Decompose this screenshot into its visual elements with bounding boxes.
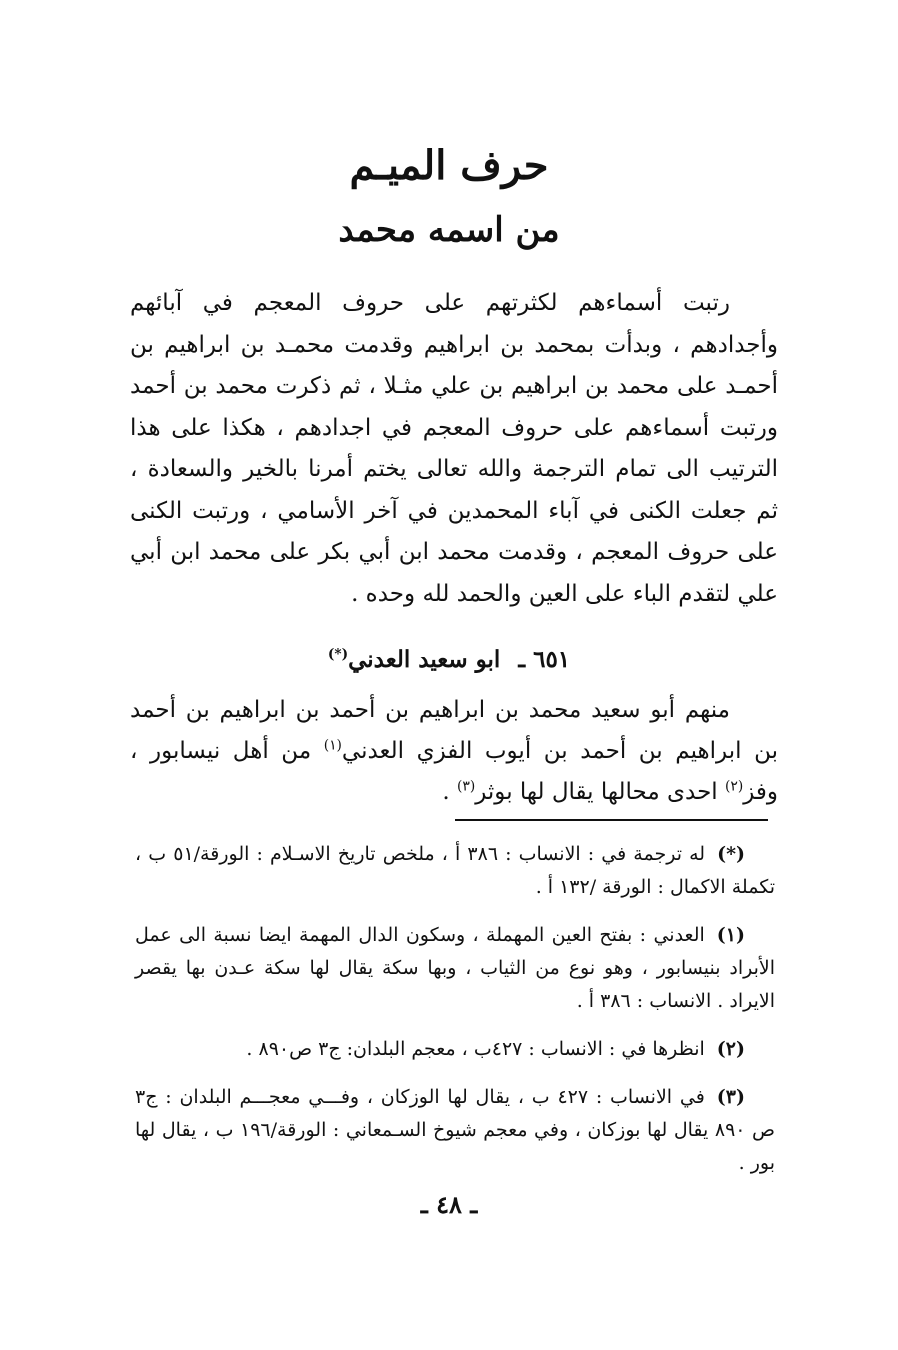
footnote-mark: (٢) (716, 1038, 745, 1060)
section-heading: من اسمه محمد (338, 210, 560, 250)
page-number: ـ ٤٨ ـ (420, 1190, 478, 1219)
footnote-mark: (٣) (716, 1086, 745, 1108)
chapter-heading: حرف الميـم (349, 142, 549, 189)
intro-paragraph: رتبت أسماءهم لكثرتهم على حروف المعجم في آبائهم وأجدادهم ، وبدأت بمحمد بن ابراهيم وقدمت محمـد بن ابراهيم بن أحمـد على محمد بن ابراهيم بن علي مثـلا ، ثم ذكرت محمد بن أحمد ورتبت أسماءهم على حروف المعجم في اجدادهم ، هكذا على هذا الترتيب الى تمام الترجمة والله تعالى يختم أمرنا بالخير والسعادة ، ثم جعلت الكنى في آباء المحمدين في آخر الأسامي ، ورتبت الكنى على حروف المعجم ، وقدمت محمد ابن أبي بكر على محمد ابن أبي علي لتقدم الباء على العين والحمد لله وحده . (130, 290, 778, 607)
entry-name-footnote-mark: (*) (327, 646, 349, 663)
footnote-text: له ترجمة في : الانساب : ٣٨٦ أ ، ملخص تاريخ الاسـلام : الورقة/٥١ ب ، تكملة الاكمال : الورقة /١٣٢ أ . (135, 843, 775, 898)
entry-body-part2: من أهل نيسابور ، وفز (130, 738, 778, 805)
entry-name: ابو سعيد العدني (348, 646, 501, 673)
footnote-text: العدني : بفتح العين المهملة ، وسكون الدال المهمة ايضا نسبة الى عمل الأبراد بنيسابور ، وهو نوع من الثياب ، وبها سكة يقال لها سكة عـدن بها يقصر الايراد . الانساب : ٣٨٦ أ . (135, 924, 775, 1012)
footnote-mark: (١) (716, 924, 745, 946)
footnote-ref-1: (١) (323, 737, 342, 754)
entry-number: ٦٥١ ـ (518, 646, 571, 673)
footnote-text: انظرها في : الانساب : ٤٢٧ب ، معجم البلدان: ج٣ ص٨٩٠ . (246, 1038, 705, 1060)
entry-heading (0, 646, 898, 673)
entry-body-part3: احدى محالها يقال لها بوثر (475, 779, 725, 805)
entry-body-end: . (442, 779, 458, 805)
entry-body-part1: منهم أبو سعيد محمد بن ابراهيم بن أحمد بن ابراهيم بن أحمد بن ابراهيم بن أحمد بن أيوب الفزي العدني (130, 697, 778, 764)
footnote (135, 838, 775, 904)
footnotes (135, 838, 775, 1195)
footnote-mark: (*) (717, 843, 745, 865)
footnote-ref-3: (٣) (457, 778, 476, 795)
footnote (135, 1033, 775, 1066)
footnote-text: في الانساب : ٤٢٧ ب ، يقال لها الوزكان ، وفـــي معجـــم البلدان : ج٣ ص ٨٩٠ يقال لها بوزكان ، وفي معجم شيوخ السـمعاني : الورقة/١٩٦ ب ، يقال لها بور . (135, 1086, 775, 1174)
entry-body (130, 690, 778, 813)
footnote-ref-2: (٢) (725, 778, 744, 795)
footnote (135, 1081, 775, 1180)
footnote-separator (455, 819, 768, 821)
footnote (135, 919, 775, 1018)
